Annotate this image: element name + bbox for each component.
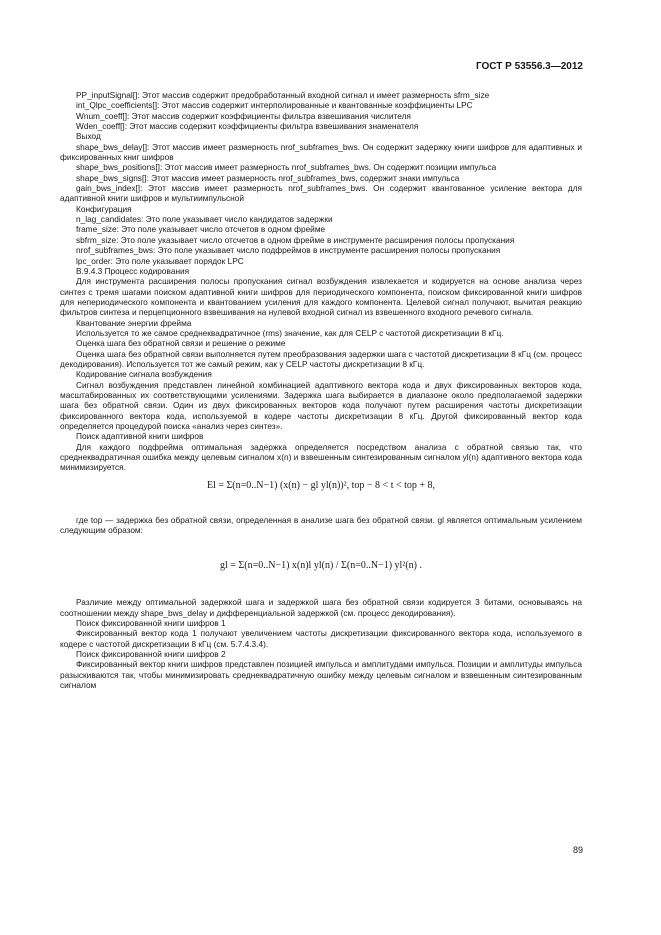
adaptive-title: Поиск адаптивной книги шифров (76, 431, 204, 442)
where-para: где top — задержка без обратной связи, определенная в анализе шага без обратной связи. gl является оптимальным усилением следующим образом: (60, 514, 582, 536)
config-lpc-order: lpc_order: Это поле указывает порядок LPC (76, 255, 244, 266)
config-label: Конфигурация (76, 203, 132, 214)
section-title: В.9.4.3 Процесс кодирования (76, 265, 190, 276)
output-label: Выход (76, 131, 101, 142)
para-shape-bws-signs: shape_bws_signs[]: Этот массив имеет размерность nrof_subframes_bws, содержит знаки импульса (76, 172, 460, 183)
energy-title: Квантование энергии фрейма (76, 317, 192, 328)
config-frame-size: frame_size: Это поле указывает число отсчетов в одном фрейме (76, 224, 326, 235)
para-coding-overview: Для инструмента расширения полосы пропускания сигнал возбуждения извлекается и кодируется на основе анализа через синтез с тремя шагами поиском адаптивной книги шифров для периодического компонента, поиском фиксированной книги шифров для непериодического компонента и квантованием усиления для каждого компонента. Целевой сигнал получают, вычитая реакцию фильтров синтеза и перцепционного взвешивания на нулевой входной сигнал из взвешенного входного речевого сигнала. (60, 276, 582, 318)
pitch-para: Оценка шага без обратной связи выполняется путем преобразования задержки шага с частотой дискретизации 8 кГц (см. процесс декодирования). Используется тот же самый режим, как у CELP частоты дискретизации 8 кГц. (60, 348, 582, 369)
line-pp-input: PP_inputSignal[]: Этот массив содержит предобработанный входной сигнал и имеет размерность sfrm_size (76, 90, 490, 100)
config-nrof: nrof_subframes_bws: Это поле указывает число подфреймов в инструменте расширения полосы пропускания (76, 245, 501, 256)
line-wden: Wden_coeff[]: Этот массив содержит коэффициенты фильтра взвешивания знаменателя (76, 121, 419, 132)
line-int-qlpc: int_Qlpc_coefficients[]: Этот массив содержит интерполированные и квантованные коэффициенты LPC (76, 100, 473, 111)
fixed1-title: Поиск фиксированной книги шифров 1 (76, 618, 226, 629)
config-sbfrm-size: sbfrm_size: Это поле указывает число отсчетов в одном фрейме в инструменте расширения полосы пропускания (76, 234, 515, 245)
page-number: 89 (572, 845, 583, 855)
pitch-title: Оценка шага без обратной связи и решение о режиме (76, 338, 286, 349)
energy-para: Используется то же самое среднеквадратичное (rms) значение, как для CELP с частотой дискретизации 8 кГц. (76, 327, 504, 338)
document-body (60, 90, 582, 691)
page-header: ГОСТ Р 53556.3—2012 (475, 61, 583, 72)
line-wnum: Wnum_coeff[]: Этот массив содержит коэффициенты фильтра взвешивания числителя (76, 110, 411, 121)
fixed1-para: Фиксированный вектор кода 1 получают увеличением частоты дискретизации фиксированного вектора кода, используемого в кодере с частотой дискретизации 8 кГц (см. 5.7.4.3.4). (60, 628, 582, 649)
diff-para: Различие между оптимальной задержкой шага и задержкой шага без обратной связи кодируется 3 битами, основываясь на соотношении между shape_bws_delay и дифференциальной задержкой (см. процесс декодирования). (60, 597, 582, 618)
para-shape-bws-positions: shape_bws_positions[]: Этот массив имеет размерность nrof_subframes_bws. Он содержит позиции импульса (76, 162, 497, 173)
para-shape-bws-delay: shape_bws_delay[]: Этот массив имеет размерность nrof_subframes_bws. Он содержит задержку книги шифров для адаптивных и фиксированных книг шифров (60, 141, 582, 163)
excitation-para: Сигнал возбуждения представлен линейной комбинацией адаптивного вектора кода и двух фиксированных векторов кода, масштабированных их соответствующими усилениями. Задержка шага выбирается в диапазоне около предполагаемой задержки шага без обратной связи. Один из двух фиксированных векторов кода получают путем расширения частоты дискретизации фиксированного вектора кода, используемой в кодере частоты дискретизации 8 кГц. Другой фиксированный вектор кода определяется процедурой поиска «анализ через синтез». (60, 379, 582, 431)
para-gain-bws-index: gain_bws_index[]: Этот массив имеет размерность nrof_subframes_bws. Он содержит квантованное усиление вектора для адаптивной книги шифров и мультиимпульсной (60, 183, 582, 204)
equation-error: El = Σ(n=0..N−1) (x(n) − gl yl(n))², top − 8 < t < top + 8, (206, 479, 436, 491)
adaptive-para: Для каждого подфрейма оптимальная задержка определяется посредством анализа с обратной связью так, что среднеквадратичная ошибка между целевым сигналом x(n) и взвешенным синтезированным сигналом yl(n) адаптивного вектора кода минимизируется. (60, 441, 582, 473)
excitation-title: Кодирование сигнала возбуждения (76, 369, 212, 380)
equation-gain: gl = Σ(n=0..N−1) x(n)l yl(n) / Σ(n=0..N−1) yl²(n) . (220, 560, 422, 572)
fixed2-title: Поиск фиксированной книги шифров 2 (76, 649, 226, 660)
config-lag: n_lag_candidates: Это поле указывает число кандидатов задержки (76, 214, 333, 225)
fixed2-para: Фиксированный вектор книги шифров представлен позицией импульса и амплитудами импульса. Позиции и амплитуды импульса разыскиваются так, чтобы минимизировать среднеквадратичную ошибку между целевым сигналом и взвешенным синтезированным сигналом (60, 659, 582, 691)
